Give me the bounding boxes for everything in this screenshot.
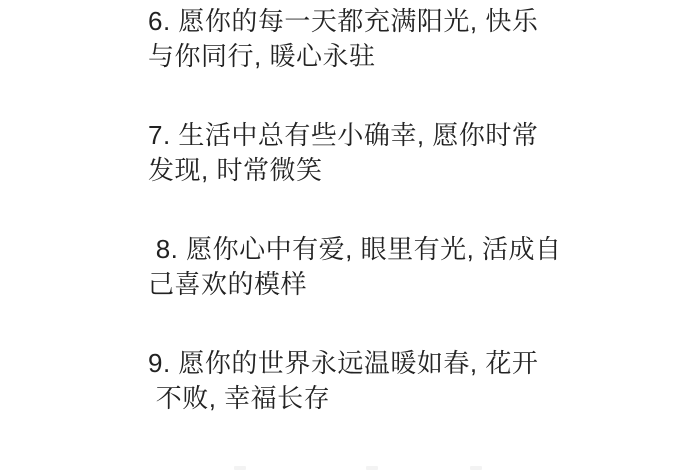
quote-line: 与你同行, 暖心永驻 — [148, 41, 376, 71]
quote-line: 7. 生活中总有些小确幸, 愿你时常 — [148, 120, 539, 150]
quote-item-7 — [148, 118, 588, 188]
quote-line: 不败, 幸福长存 — [148, 383, 331, 413]
quote-item-8 — [148, 232, 588, 302]
quote-line: 9. 愿你的世界永远温暖如春, 花开 — [148, 348, 539, 378]
quote-line: 发现, 时常微笑 — [148, 155, 323, 185]
next-line-cutoff-fragments — [0, 464, 700, 470]
quote-line: 己喜欢的模样 — [148, 269, 308, 299]
quote-item-6 — [148, 4, 588, 74]
quote-line: 8. 愿你心中有爱, 眼里有光, 活成自 — [148, 234, 562, 264]
quote-item-9 — [148, 346, 588, 416]
quote-list — [148, 4, 588, 460]
quote-line: 6. 愿你的每一天都充满阳光, 快乐 — [148, 6, 539, 36]
